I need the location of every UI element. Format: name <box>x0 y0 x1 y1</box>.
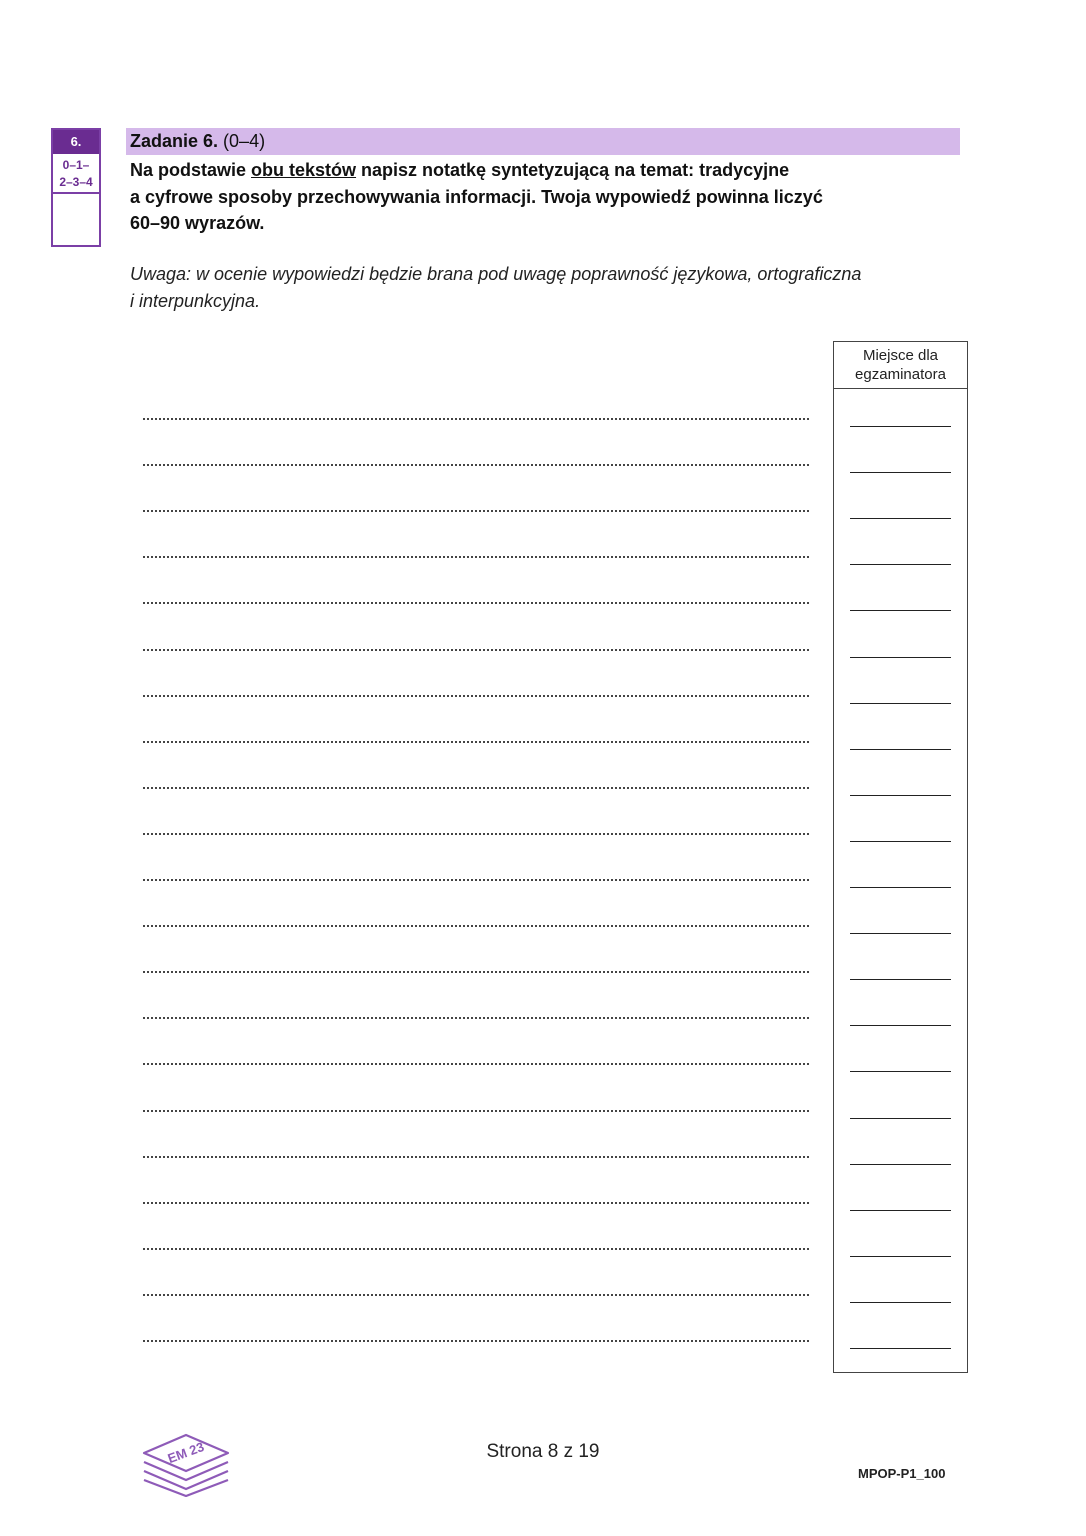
answer-line[interactable] <box>143 925 809 927</box>
examiner-column <box>833 341 968 1373</box>
examiner-score-slot[interactable] <box>850 518 951 519</box>
answer-line[interactable] <box>143 602 809 604</box>
answer-line[interactable] <box>143 1294 809 1296</box>
examiner-score-slot[interactable] <box>850 749 951 750</box>
examiner-score-slot[interactable] <box>850 1210 951 1211</box>
answer-line[interactable] <box>143 510 809 512</box>
answer-line[interactable] <box>143 879 809 881</box>
note-line-2: i interpunkcyjna. <box>130 290 261 311</box>
examiner-score-slot[interactable] <box>850 1164 951 1165</box>
examiner-score-slot[interactable] <box>850 979 951 980</box>
answer-line[interactable] <box>143 787 809 789</box>
answer-line[interactable] <box>143 649 809 651</box>
score-range-line1: 0–1– <box>62 158 90 172</box>
examiner-score-slot[interactable] <box>850 1071 951 1072</box>
score-entry-field[interactable] <box>53 194 99 245</box>
score-range-line2: 2–3–4 <box>59 175 93 189</box>
answer-line[interactable] <box>143 1248 809 1250</box>
examiner-score-slot[interactable] <box>850 1302 951 1303</box>
instruction-text-b: napisz notatkę syntetyzującą na temat: tradycyjne <box>356 160 790 180</box>
instruction-text-a: Na podstawie <box>130 160 252 180</box>
examiner-score-slot[interactable] <box>850 657 951 658</box>
task-header <box>126 128 960 155</box>
examiner-header-line2: egzaminatora <box>855 366 946 383</box>
answer-line[interactable] <box>143 556 809 558</box>
task-title <box>130 131 265 152</box>
instruction-emphasis: obu tekstów <box>251 160 357 180</box>
answer-line[interactable] <box>143 695 809 697</box>
answer-line[interactable] <box>143 1202 809 1204</box>
task-instructions <box>130 157 960 237</box>
answer-line[interactable] <box>143 1017 809 1019</box>
grading-note <box>130 261 960 314</box>
answer-line[interactable] <box>143 971 809 973</box>
examiner-score-slot[interactable] <box>850 472 951 473</box>
answer-line[interactable] <box>143 1063 809 1065</box>
answer-line[interactable] <box>143 464 809 466</box>
task-points: (0–4) <box>223 131 266 151</box>
task-title-text: Zadanie 6. <box>130 131 224 151</box>
logo-text: EM 23 <box>165 1439 207 1467</box>
answer-line[interactable] <box>143 1110 809 1112</box>
examiner-score-slot[interactable] <box>850 1025 951 1026</box>
instruction-line-2: a cyfrowe sposoby przechowywania informacji. Twoja wypowiedź powinna liczyć <box>130 186 823 207</box>
examiner-score-slot[interactable] <box>850 426 951 427</box>
examiner-score-slot[interactable] <box>850 841 951 842</box>
examiner-score-slot[interactable] <box>850 1118 951 1119</box>
score-range <box>53 154 99 194</box>
task-number-badge: 6. <box>53 130 99 154</box>
examiner-header <box>834 342 967 389</box>
examiner-score-slot[interactable] <box>850 1256 951 1257</box>
page-number: Strona 8 z 19 <box>486 1441 600 1462</box>
examiner-score-slot[interactable] <box>850 887 951 888</box>
answer-line[interactable] <box>143 418 809 420</box>
examiner-score-slot[interactable] <box>850 703 951 704</box>
examiner-score-slot[interactable] <box>850 1348 951 1349</box>
examiner-header-line1: Miejsce dla <box>862 347 939 364</box>
examiner-score-slot[interactable] <box>850 933 951 934</box>
instruction-line-3: 60–90 wyrazów. <box>130 213 265 233</box>
score-box <box>51 128 101 247</box>
answer-line[interactable] <box>143 1340 809 1342</box>
examiner-score-slot[interactable] <box>850 610 951 611</box>
examiner-score-slot[interactable] <box>850 564 951 565</box>
answer-line[interactable] <box>143 1156 809 1158</box>
note-line-1: Uwaga: w ocenie wypowiedzi będzie brana pod uwagę poprawność językowa, ortograficzna <box>130 264 862 284</box>
document-code: MPOP-P1_100 <box>858 1466 946 1481</box>
instruction-line-1 <box>130 157 960 184</box>
answer-line[interactable] <box>143 741 809 743</box>
answer-line[interactable] <box>143 833 809 835</box>
examiner-score-slot[interactable] <box>850 795 951 796</box>
